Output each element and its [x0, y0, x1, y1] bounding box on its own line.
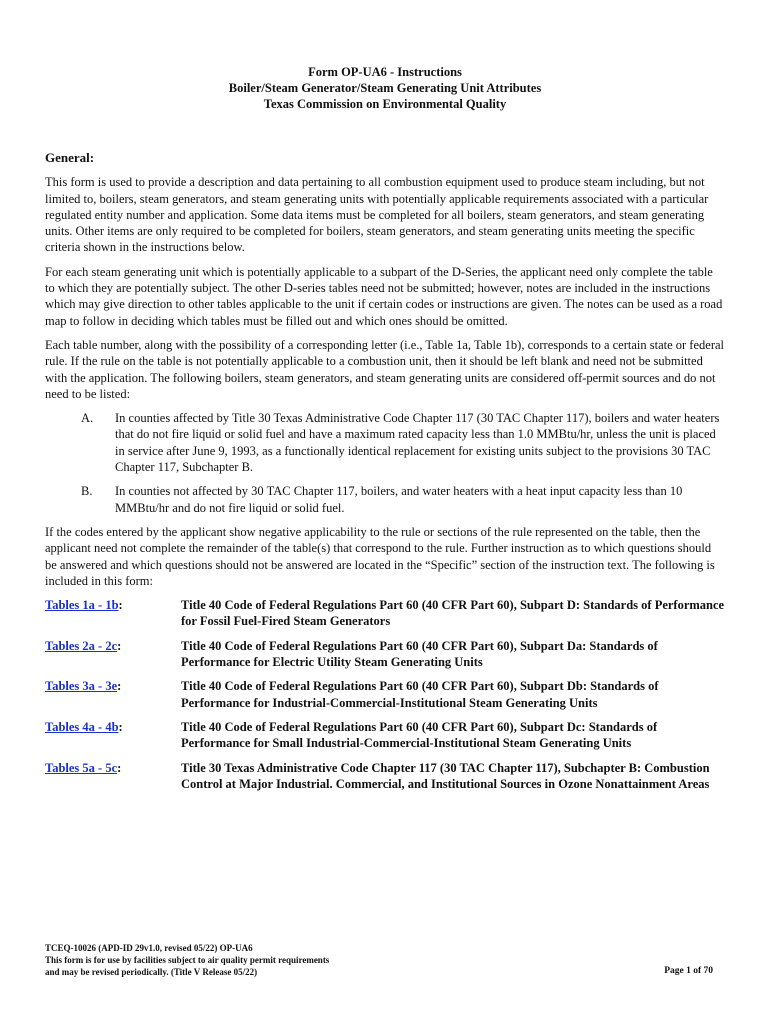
paragraph-d-series: For each steam generating unit which is potentially applicable to a subpart of the D-Series, the applicant need only complete the table to which they are potentially subject. The other D-series tables need not be submitted; however, notes are included in the instructions which may give direction to other tables applicable to the unit if certain codes or instructions are given. The notes can be used as a road map to follow in deciding which tables must be filled out and which ones should be omitted. — [45, 264, 723, 328]
list-letter: A. — [81, 411, 94, 426]
table-ref-description: Title 40 Code of Federal Regulations Part 60 (40 CFR Part 60), Subpart Da: Standards of Performance for Electric Utility Steam Generating Units — [181, 638, 658, 670]
tables-2-link[interactable]: Tables 2a - 2c — [45, 638, 118, 653]
table-ref-row: Tables 3a - 3e: Title 40 Code of Federal Regulations Part 60 (40 CFR Part 60), Subpart Db: Standards of Performance for Industrial-Commercial-Institutional Steam Generating Units — [45, 678, 725, 711]
list-letter: B. — [81, 484, 93, 499]
list-item — [45, 410, 725, 475]
list-item — [45, 483, 725, 516]
agency-name: Texas Commission on Environmental Quality — [263, 97, 507, 111]
form-id: TCEQ-10026 (APD-ID 29v1.0, revised 05/22) OP-UA6 — [45, 943, 253, 953]
paragraph-table-numbers: Each table number, along with the possibility of a corresponding letter (i.e., Table 1a, Table 1b), corresponds to a certain state or federal rule. If the rule on the table is not potentially applicable to a combustion unit, then it should be left blank and need not be submitted with the application. The following boilers, steam generators, and steam generating units are considered off-permit sources and do not need to be listed: — [45, 337, 725, 401]
footer-note: This form is for use by facilities subject to air quality permit requirements — [45, 955, 330, 965]
general-heading: General: — [45, 150, 95, 165]
list-text: In counties affected by Title 30 Texas Administrative Code Chapter 117 (30 TAC Chapter 117), boilers and water heaters that do not fire liquid or solid fuel and have a maximum rated capacity less than 1.0 MMBtu/hr, unless the unit is placed in service after June 9, 1993, as a functionally identical replacement for existing units subject to the provisions 30 TAC Chapter 117, Subchapter B. — [115, 411, 720, 475]
footer-info — [45, 942, 329, 978]
form-subtitle: Boiler/Steam Generator/Steam Generating Unit Attributes — [228, 81, 542, 95]
paragraph-codes: If the codes entered by the applicant show negative applicability to the rule or sections of the rule represented on the table, then the applicant need not complete the remainder of the table(s) that correspond to the rule. Further instruction as to which questions should be answered and which questions should not be answered are located in the “Specific” section of the instruction text. The following is included in this form: — [45, 524, 715, 588]
table-ref-description: Title 30 Texas Administrative Code Chapter 117 (30 TAC Chapter 117), Subchapter B: Combustion Control at Major Industrial. Commercial, and Institutional Sources in Ozone Nonattainment Areas — [181, 760, 710, 791]
paragraph-intro: This form is used to provide a description and data pertaining to all combustion equipment used to produce steam including, but not limited to, boilers, steam generators, and steam generating units with potentially applicable requirements associated with a particular regulated entity number and application. Some data items must be completed for all boilers, steam generators, and steam generating units. Other items are only required to be completed for boilers, steam generators, and steam generating units meeting the specific criteria shown in the instructions below. — [45, 175, 709, 255]
table-ref-description: Title 40 Code of Federal Regulations Part 60 (40 CFR Part 60), Subpart Dc: Standards of Performance for Small Industrial-Commercial-Institutional Steam Generating Units — [181, 719, 658, 751]
table-ref-row: Tables 1a - 1b: Title 40 Code of Federal Regulations Part 60 (40 CFR Part 60), Subpart D: Standards of Performance for Fossil Fuel-Fired Steam Generators — [45, 598, 725, 629]
tables-1-link[interactable]: Tables 1a - 1b — [45, 598, 119, 613]
footer-note-continued: and may be revised periodically. (Title V Release 05/22) — [45, 967, 258, 977]
tables-4-link[interactable]: Tables 4a - 4b — [45, 719, 119, 734]
document-body — [45, 150, 725, 800]
table-ref-description: Title 40 Code of Federal Regulations Part 60 (40 CFR Part 60), Subpart D: Standards of Performance for Fossil Fuel-Fired Steam Generators — [181, 598, 725, 629]
tables-3-link[interactable]: Tables 3a - 3e — [45, 679, 118, 694]
form-title: Form OP-UA6 - Instructions — [308, 65, 462, 79]
table-ref-row: Tables 5a - 5c: Title 30 Texas Administrative Code Chapter 117 (30 TAC Chapter 117), Subchapter B: Combustion Control at Major Industrial. Commercial, and Institutional Sources in Ozone Nonattainment Areas — [45, 760, 725, 793]
tables-5-link[interactable]: Tables 5a - 5c — [45, 760, 118, 775]
page-number: Page 1 of 70 — [664, 966, 713, 976]
table-ref-row: Tables 4a - 4b: Title 40 Code of Federal Regulations Part 60 (40 CFR Part 60), Subpart Dc: Standards of Performance for Small Industrial-Commercial-Institutional Steam Generating Units — [45, 719, 725, 752]
document-header — [0, 64, 770, 112]
table-ref-row: Tables 2a - 2c: Title 40 Code of Federal Regulations Part 60 (40 CFR Part 60), Subpart Da: Standards of Performance for Electric Utility Steam Generating Units — [45, 638, 725, 671]
list-text: In counties not affected by 30 TAC Chapter 117, boilers, and water heaters with a heat input capacity less than 10 MMBtu/hr and do not fire liquid or solid fuel. — [115, 484, 683, 515]
table-ref-description: Title 40 Code of Federal Regulations Part 60 (40 CFR Part 60), Subpart Db: Standards of Performance for Industrial-Commercial-Institutional Steam Generating Units — [181, 679, 659, 710]
